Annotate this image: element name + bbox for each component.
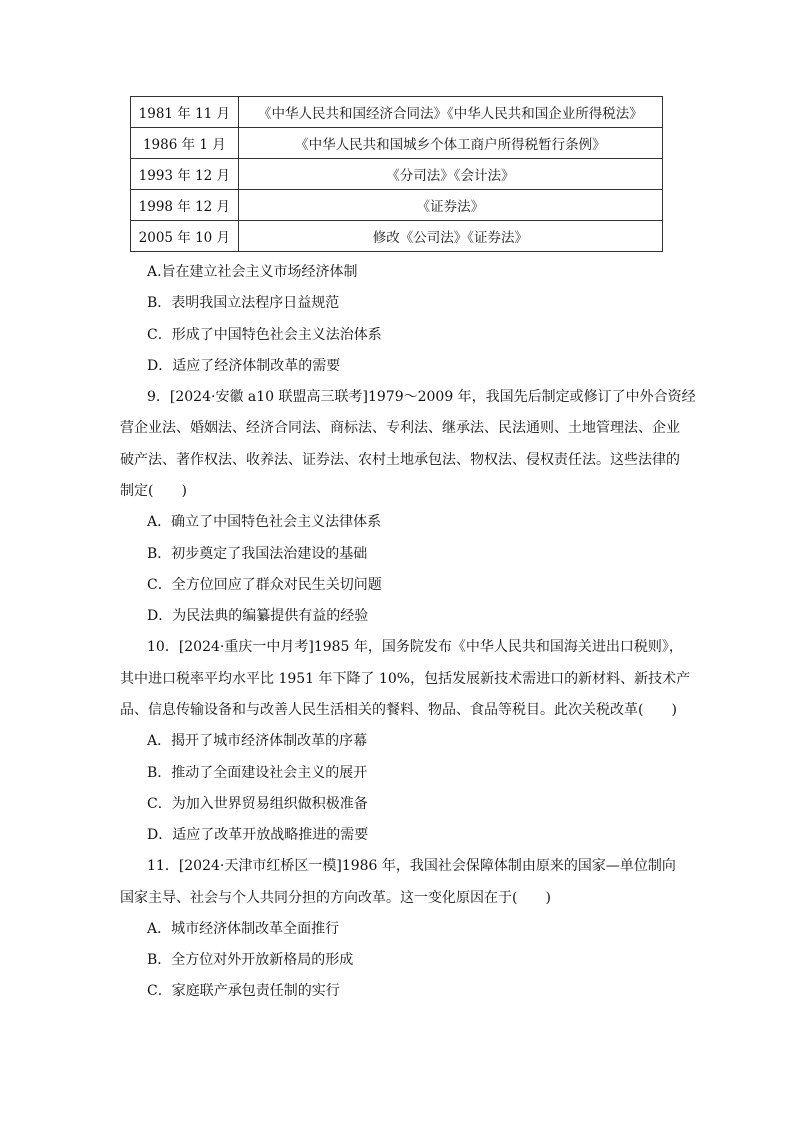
table-row bbox=[131, 97, 663, 128]
q8-option-b: B．表明我国立法程序日益规范 bbox=[147, 295, 340, 311]
table-cell-date: 1986 年 1 月 bbox=[131, 128, 239, 159]
table-cell-law: 修改《公司法》《证券法》 bbox=[238, 221, 662, 252]
q10-stem-line: 其中进口税率平均水平比 1951 年下降了 10%，包括发展新技术需进口的新材料、新技术产 bbox=[120, 671, 691, 687]
table-row bbox=[131, 221, 663, 252]
q11-stem-line: 国家主导、社会与个人共同分担的方向改革。这一变化原因在于( ) bbox=[120, 890, 551, 906]
q10-stem-line: 品、信息传输设备和与改善人民生活相关的餐料、物品、食品等税目。此次关税改革( ) bbox=[120, 702, 677, 718]
table-row bbox=[131, 159, 663, 190]
q8-option-c: C．形成了中国特色社会主义法治体系 bbox=[147, 327, 382, 343]
table-row bbox=[131, 128, 663, 159]
q8-option-d: D．适应了经济体制改革的需要 bbox=[147, 358, 341, 374]
q9-option-c: C．全方位回应了群众对民生关切问题 bbox=[147, 577, 382, 593]
q8-option-a: A.旨在建立社会主义市场经济体制 bbox=[147, 264, 358, 280]
q11-option-c: C．家庭联产承包责任制的实行 bbox=[147, 983, 340, 999]
table-cell-law: 《中华人民共和国经济合同法》《中华人民共和国企业所得税法》 bbox=[238, 97, 662, 128]
q9-stem-line: 营企业法、婚姻法、经济合同法、商标法、专利法、继承法、民法通则、土地管理法、企业 bbox=[120, 420, 680, 436]
q9-stem-line: 9．[2024·安徽 a10 联盟高三联考]1979～2009 年，我国先后制定或修订了中外合资经 bbox=[147, 389, 696, 405]
q9-stem-line: 破产法、著作权法、收养法、证券法、农村土地承包法、物权法、侵权责任法。这些法律的 bbox=[120, 452, 680, 468]
q9-option-b: B．初步奠定了我国法治建设的基础 bbox=[147, 546, 368, 562]
table-cell-law: 《证券法》 bbox=[238, 190, 662, 221]
q10-option-c: C．为加入世界贸易组织做积极准备 bbox=[147, 796, 368, 812]
table-cell-date: 1993 年 12 月 bbox=[131, 159, 239, 190]
table-cell-date: 2005 年 10 月 bbox=[131, 221, 239, 252]
table-cell-date: 1998 年 12 月 bbox=[131, 190, 239, 221]
law-timeline-table bbox=[130, 96, 663, 252]
q9-option-a: A．确立了中国特色社会主义法律体系 bbox=[147, 514, 382, 530]
q11-option-b: B．全方位对外开放新格局的形成 bbox=[147, 952, 354, 968]
q10-stem-line: 10．[2024·重庆一中月考]1985 年，国务院发布《中华人民共和国海关进出口税则》， bbox=[147, 639, 683, 655]
q9-option-d: D．为民法典的编纂提供有益的经验 bbox=[147, 608, 369, 624]
q9-stem-line: 制定( ) bbox=[120, 483, 187, 499]
table-cell-law: 《分司法》《会计法》 bbox=[238, 159, 662, 190]
q11-stem-line: 11．[2024·天津市红桥区一模]1986 年，我国社会保障体制由原来的国家—单位制向 bbox=[147, 858, 676, 874]
table-cell-date: 1981 年 11 月 bbox=[131, 97, 239, 128]
q10-option-b: B．推动了全面建设社会主义的展开 bbox=[147, 765, 368, 781]
table-cell-law: 《中华人民共和国城乡个体工商户所得税暂行条例》 bbox=[238, 128, 662, 159]
q10-option-a: A．揭开了城市经济体制改革的序幕 bbox=[147, 733, 368, 749]
q11-option-a: A．城市经济体制改革全面推行 bbox=[147, 921, 340, 937]
q10-option-d: D．适应了改革开放战略推进的需要 bbox=[147, 827, 369, 843]
table-row bbox=[131, 190, 663, 221]
